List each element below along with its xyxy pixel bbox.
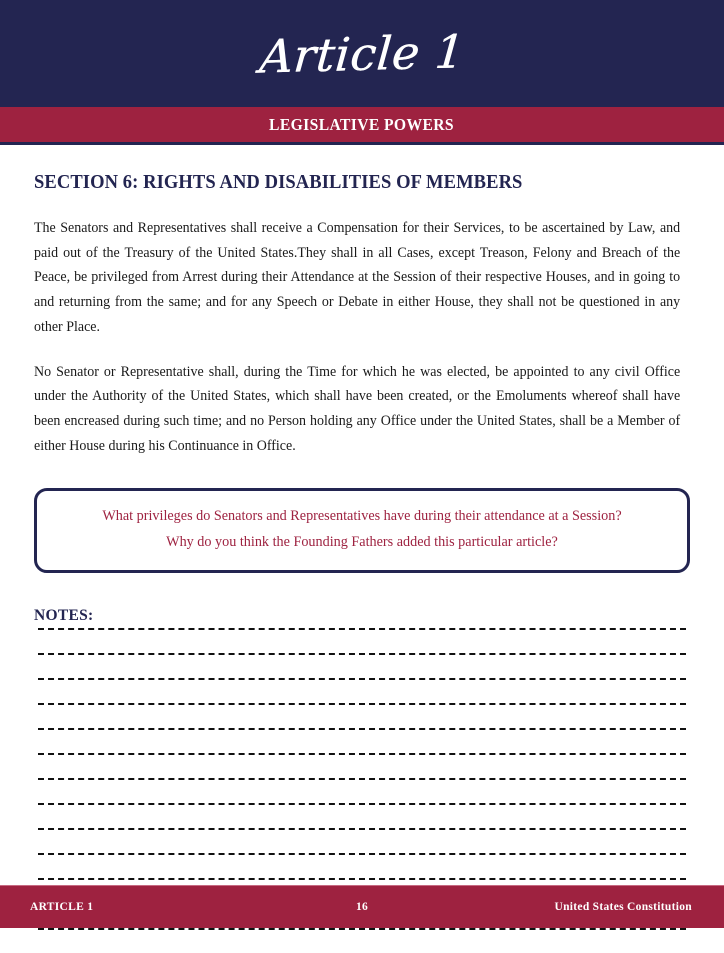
question-prompt-box [34,488,690,573]
footer-document-title: United States Constitution [554,901,692,913]
note-line[interactable] [38,628,686,653]
footer-article-label: ARTICLE 1 [30,901,94,913]
body-paragraph: The Senators and Representatives shall receive a Compensation for their Services, to be ascertained by Law, and paid out of the Treasury of the United States.They shall in all Cases, except Treason, Felony and Breach of the Peace, be privileged from Arrest during their Attendance at the Session of their respective Houses, and in going to and returning from the same; and for any Speech or Debate in either House, they shall not be questioned in any other Place. [34,220,681,335]
section-banner [0,107,724,145]
note-line[interactable] [38,753,686,778]
note-line[interactable] [38,653,686,678]
section-banner-label: LEGISLATIVE POWERS [269,114,455,134]
section-heading: SECTION 6: RIGHTS AND DISABILITIES OF MEMBERS [34,172,523,193]
note-line[interactable] [38,778,686,803]
footer-page-number: 16 [355,901,369,913]
note-line[interactable] [38,828,686,853]
note-line[interactable] [38,853,686,878]
notes-label: NOTES: [34,607,94,625]
note-line[interactable] [38,928,686,953]
page-header-navy-band [0,0,724,107]
note-line[interactable] [38,678,686,703]
page-footer [0,885,724,928]
question-text: Why do you think the Founding Fathers added this particular article? [166,533,558,550]
note-line[interactable] [38,728,686,753]
question-text: What privileges do Senators and Representatives have during their attendance at a Session? [102,508,622,525]
body-paragraph: No Senator or Representative shall, during the Time for which he was elected, be appointed to any civil Office under the Authority of the United States, which shall have been created, or the Emoluments whereof shall have been encreased during such time; and no Person holding any Office under the United States, shall be a Member of either House during his Continuance in Office. [34,363,681,454]
page-title: Article 1 [257,23,467,84]
page-content [0,172,724,953]
note-line[interactable] [38,703,686,728]
note-line[interactable] [38,803,686,828]
